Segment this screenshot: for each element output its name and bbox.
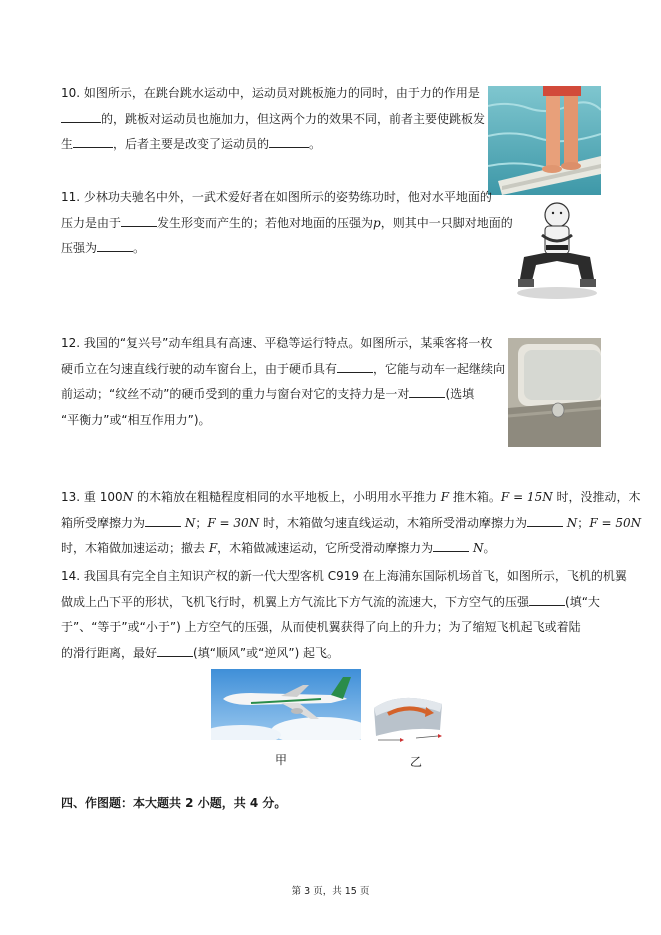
- question-11: [61, 185, 513, 262]
- c919-airplane-image: [211, 669, 361, 740]
- q14-line1: 14. 我国具有完全自主知识产权的新一代大型客机 C919 在上海浦东国际机场首飞，如图所示，飞机的机翼: [61, 569, 627, 583]
- answer-blank[interactable]: [97, 238, 133, 252]
- wing-airflow-image: [370, 690, 448, 745]
- figure-label-yi: 乙: [410, 755, 423, 769]
- q12-line1: 12. 我国的“复兴号”动车组具有高速、平稳等运行特点。如图所示，某乘客将一枚: [61, 336, 493, 350]
- answer-blank[interactable]: [157, 643, 193, 657]
- section-heading: 四、作图题：本大题共 2 小题，共 4 分。: [61, 796, 287, 810]
- q11-line1: 11. 少林功夫驰名中外，一武术爱好者在如图所示的姿势练功时，他对水平地面的: [61, 190, 492, 204]
- q13-line3: 时，木箱做加速运动；撤去 F，木箱做减速运动，它所受滑动摩擦力为 N。: [61, 536, 641, 562]
- answer-blank[interactable]: [529, 592, 565, 606]
- question-14: [61, 564, 627, 666]
- page-footer: 第 3 页，共 15 页: [291, 886, 370, 897]
- q12-line4: “平衡力”或“相互作用力”)。: [61, 412, 211, 427]
- q14-line2: 做成上凸下平的形状，飞机飞行时，机翼上方气流比下方气流的流速大，下方空气的压强 (填“大: [61, 590, 627, 616]
- q13-line2: 箱所受摩擦力为 N；F = 30N 时，木箱做匀速直线运动，木箱所受滑动摩擦力为 N；F = 50N: [61, 511, 641, 537]
- answer-blank[interactable]: [73, 134, 113, 148]
- answer-blank[interactable]: [409, 384, 445, 398]
- figure-label-jia: 甲: [275, 753, 288, 767]
- answer-blank[interactable]: [61, 109, 101, 123]
- q13-line1: 13. 重 100N 的木箱放在粗糙程度相同的水平地板上，小明用水平推力 F 推木箱。F = 15N 时，没推动，木: [61, 490, 641, 504]
- question-10: [61, 81, 485, 158]
- q12-line3: 前运动；“纹丝不动”的硬币受到的重力与窗台对它的支持力是一对 (选填: [61, 382, 505, 408]
- q14-line3: 于”、“等于”或“小于”) 上方空气的压强，从而使机翼获得了向上的升力；为了缩短飞机起飞或着陆: [61, 620, 581, 634]
- answer-blank[interactable]: [121, 213, 157, 227]
- answer-blank[interactable]: [527, 513, 563, 527]
- martial-artist-image: [514, 195, 600, 299]
- q12-line2: 硬币立在匀速直线行驶的动车窗台上，由于硬币具有 ，它能与动车一起继续向: [61, 357, 505, 383]
- q10-line1: 10. 如图所示，在跳台跳水运动中，运动员对跳板施力的同时，由于力的作用是: [61, 86, 480, 100]
- q11-line3: 压强为 。: [61, 236, 513, 262]
- diving-board-image: [488, 86, 601, 195]
- answer-blank[interactable]: [145, 513, 181, 527]
- question-12: [61, 331, 505, 433]
- q10-line2: 的，跳板对运动员也施加力，但这两个力的效果不同，前者主要使跳板发: [61, 107, 485, 133]
- train-window-coin-image: [508, 338, 601, 447]
- q10-line3: 生 ，后者主要是改变了运动员的 。: [61, 132, 485, 158]
- q14-line4: 的滑行距离，最好 (填“顺风”或“逆风”) 起飞。: [61, 641, 627, 667]
- q11-line2: 压力是由于 发生形变而产生的；若他对地面的压强为p，则其中一只脚对地面的: [61, 211, 513, 237]
- answer-blank[interactable]: [337, 359, 373, 373]
- question-13: [61, 485, 641, 562]
- answer-blank[interactable]: [269, 134, 309, 148]
- answer-blank[interactable]: [433, 538, 469, 552]
